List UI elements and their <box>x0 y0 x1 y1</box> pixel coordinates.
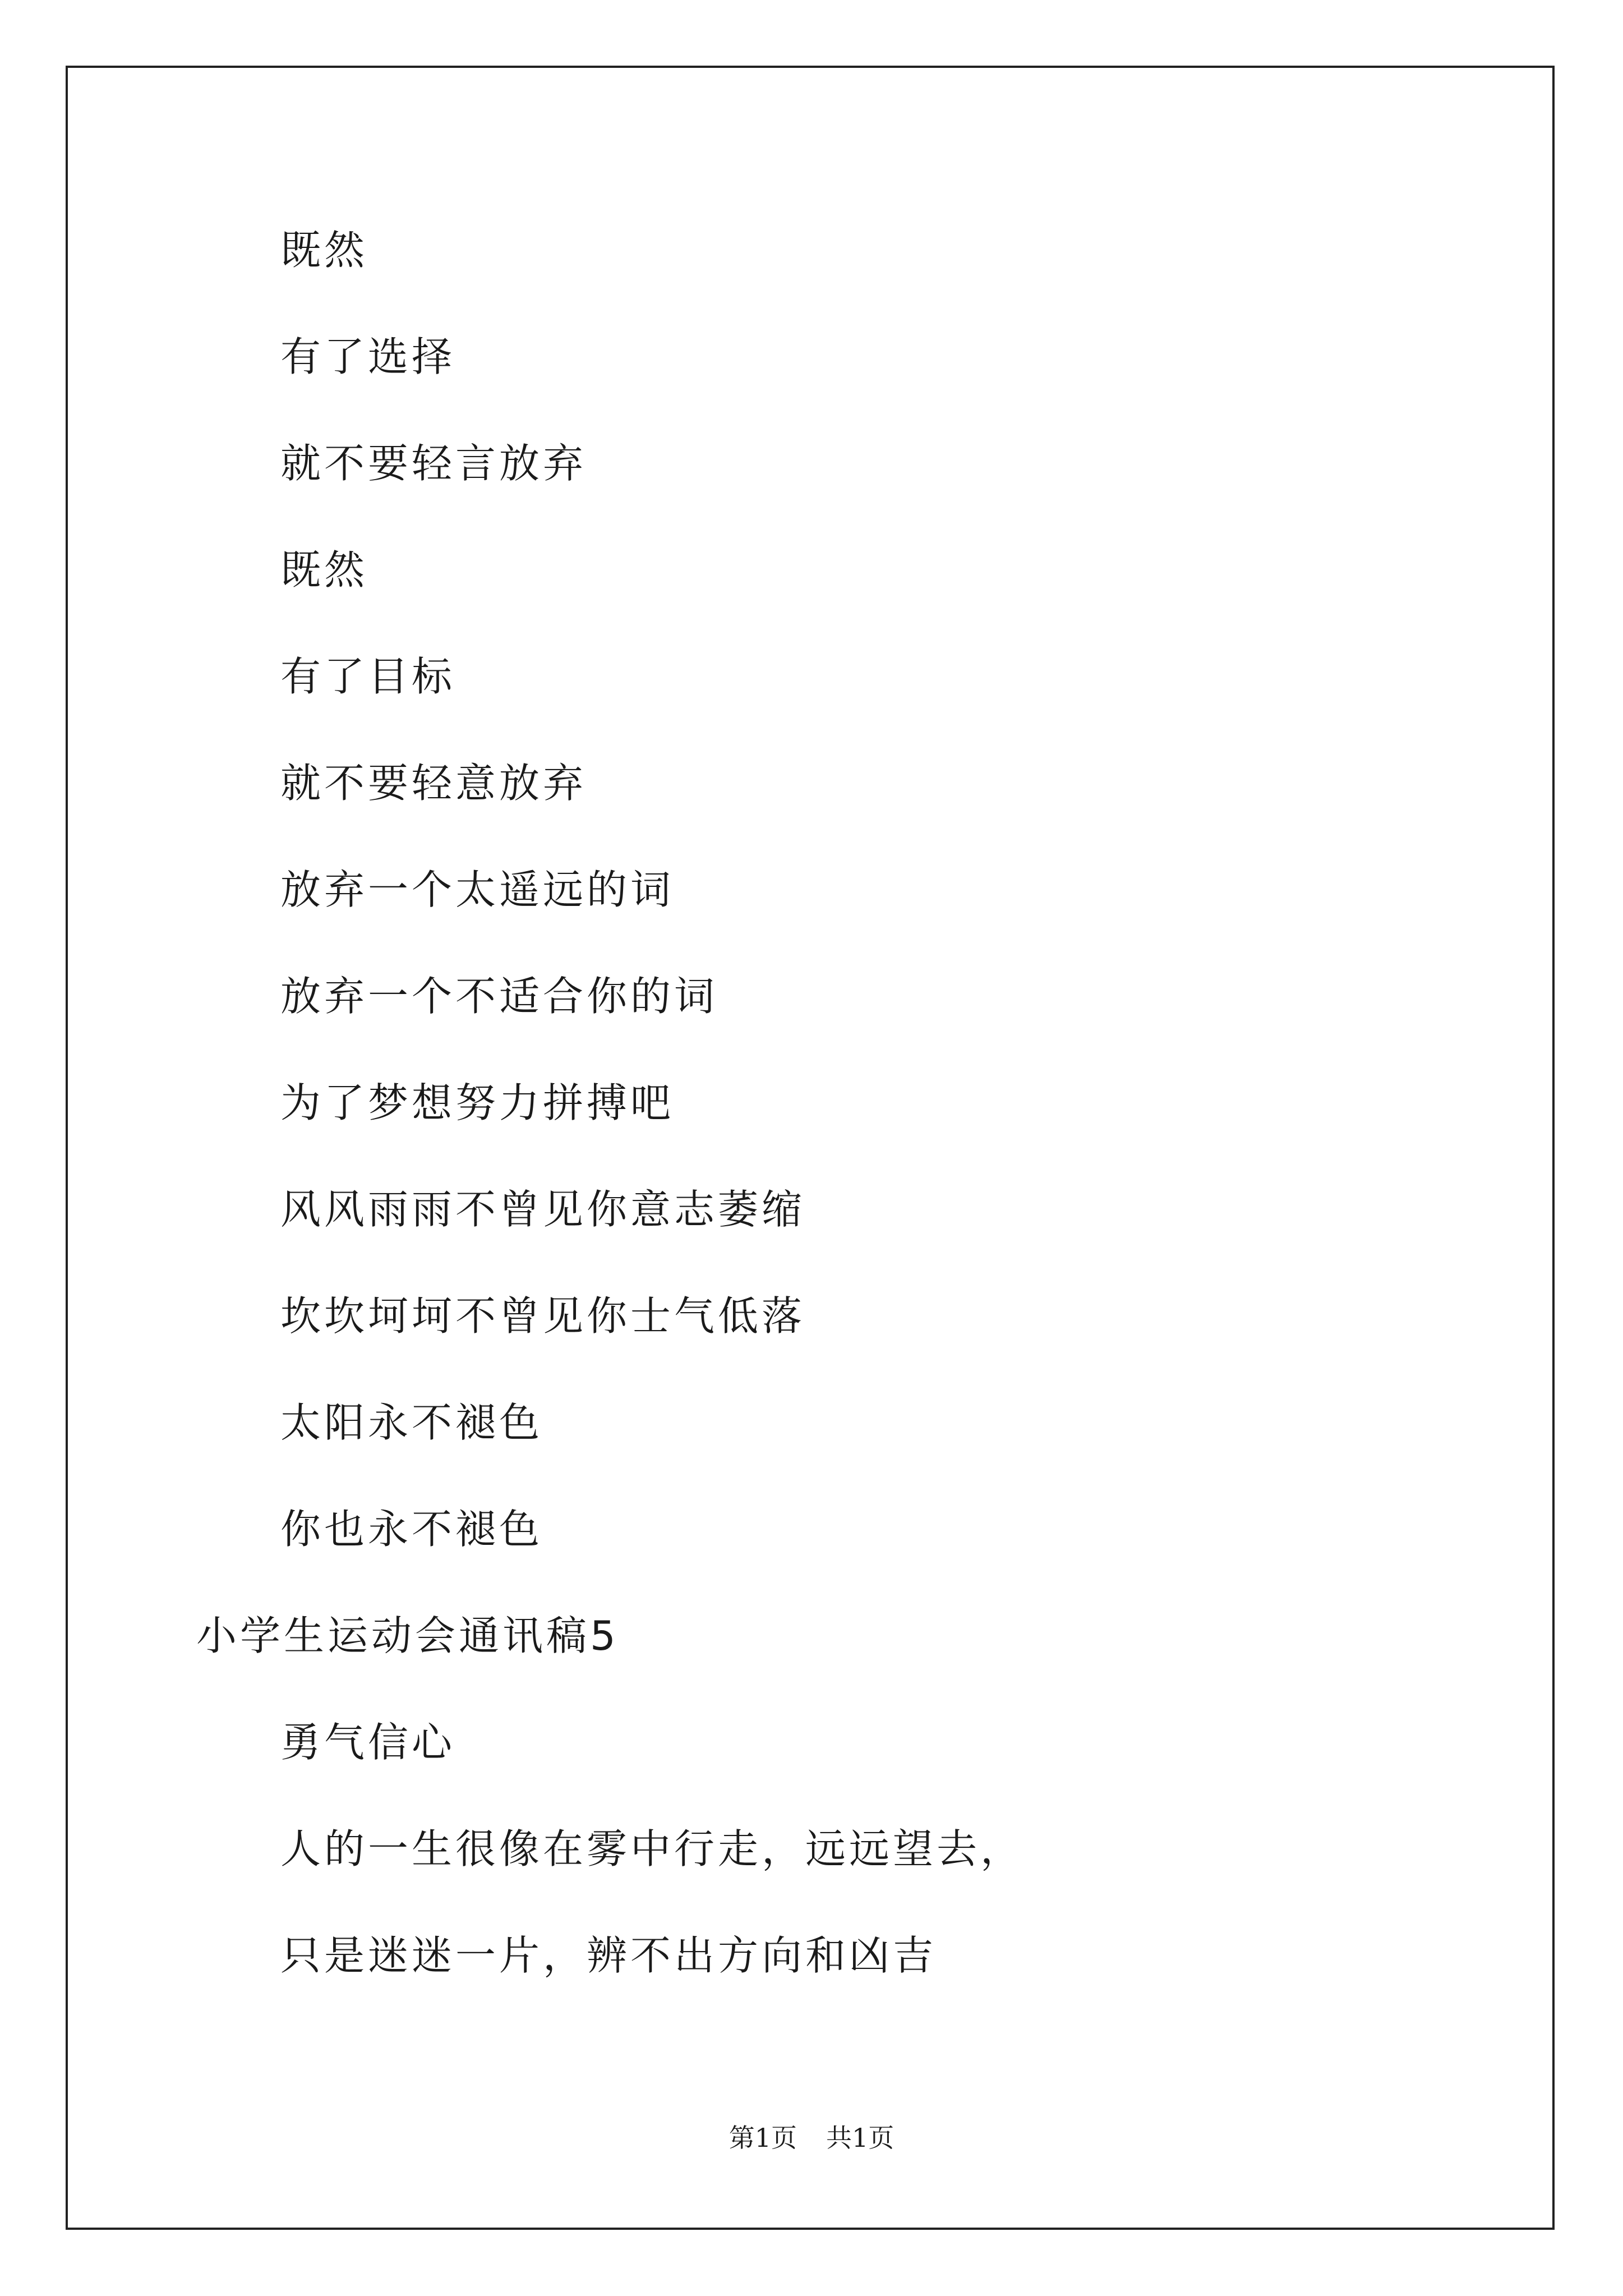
text-line: 只是迷迷一片，辨不出方向和凶吉 <box>280 1932 937 1979</box>
text-line: 你也永不褪色 <box>280 1506 543 1553</box>
text-line: 人的一生很像在雾中行走，远远望去， <box>280 1825 1025 1872</box>
text-line: 放弃一个不适合你的词 <box>280 973 718 1020</box>
text-line: 风风雨雨不曾见你意志萎缩 <box>280 1186 806 1233</box>
text-line: 有了选择 <box>280 333 456 380</box>
text-line: 就不要轻意放弃 <box>280 760 587 807</box>
page-number: 第1页 <box>728 2123 797 2153</box>
text-line: 为了梦想努力拼搏吧 <box>280 1079 675 1126</box>
text-line: 勇气信心 <box>280 1719 456 1766</box>
section-heading: 小学生运动会通讯稿5 <box>196 1612 619 1659</box>
page-border <box>66 66 1555 2230</box>
page-total: 共1页 <box>826 2123 895 2153</box>
text-line: 就不要轻言放弃 <box>280 440 587 487</box>
page-footer <box>0 2125 1623 2151</box>
text-line: 太阳永不褪色 <box>280 1399 543 1446</box>
text-line: 既然 <box>280 227 368 274</box>
text-line: 坎坎坷坷不曾见你士气低落 <box>280 1292 806 1340</box>
text-line: 有了目标 <box>280 653 456 700</box>
text-line: 放弃一个太遥远的词 <box>280 866 675 913</box>
text-line: 既然 <box>280 546 368 593</box>
